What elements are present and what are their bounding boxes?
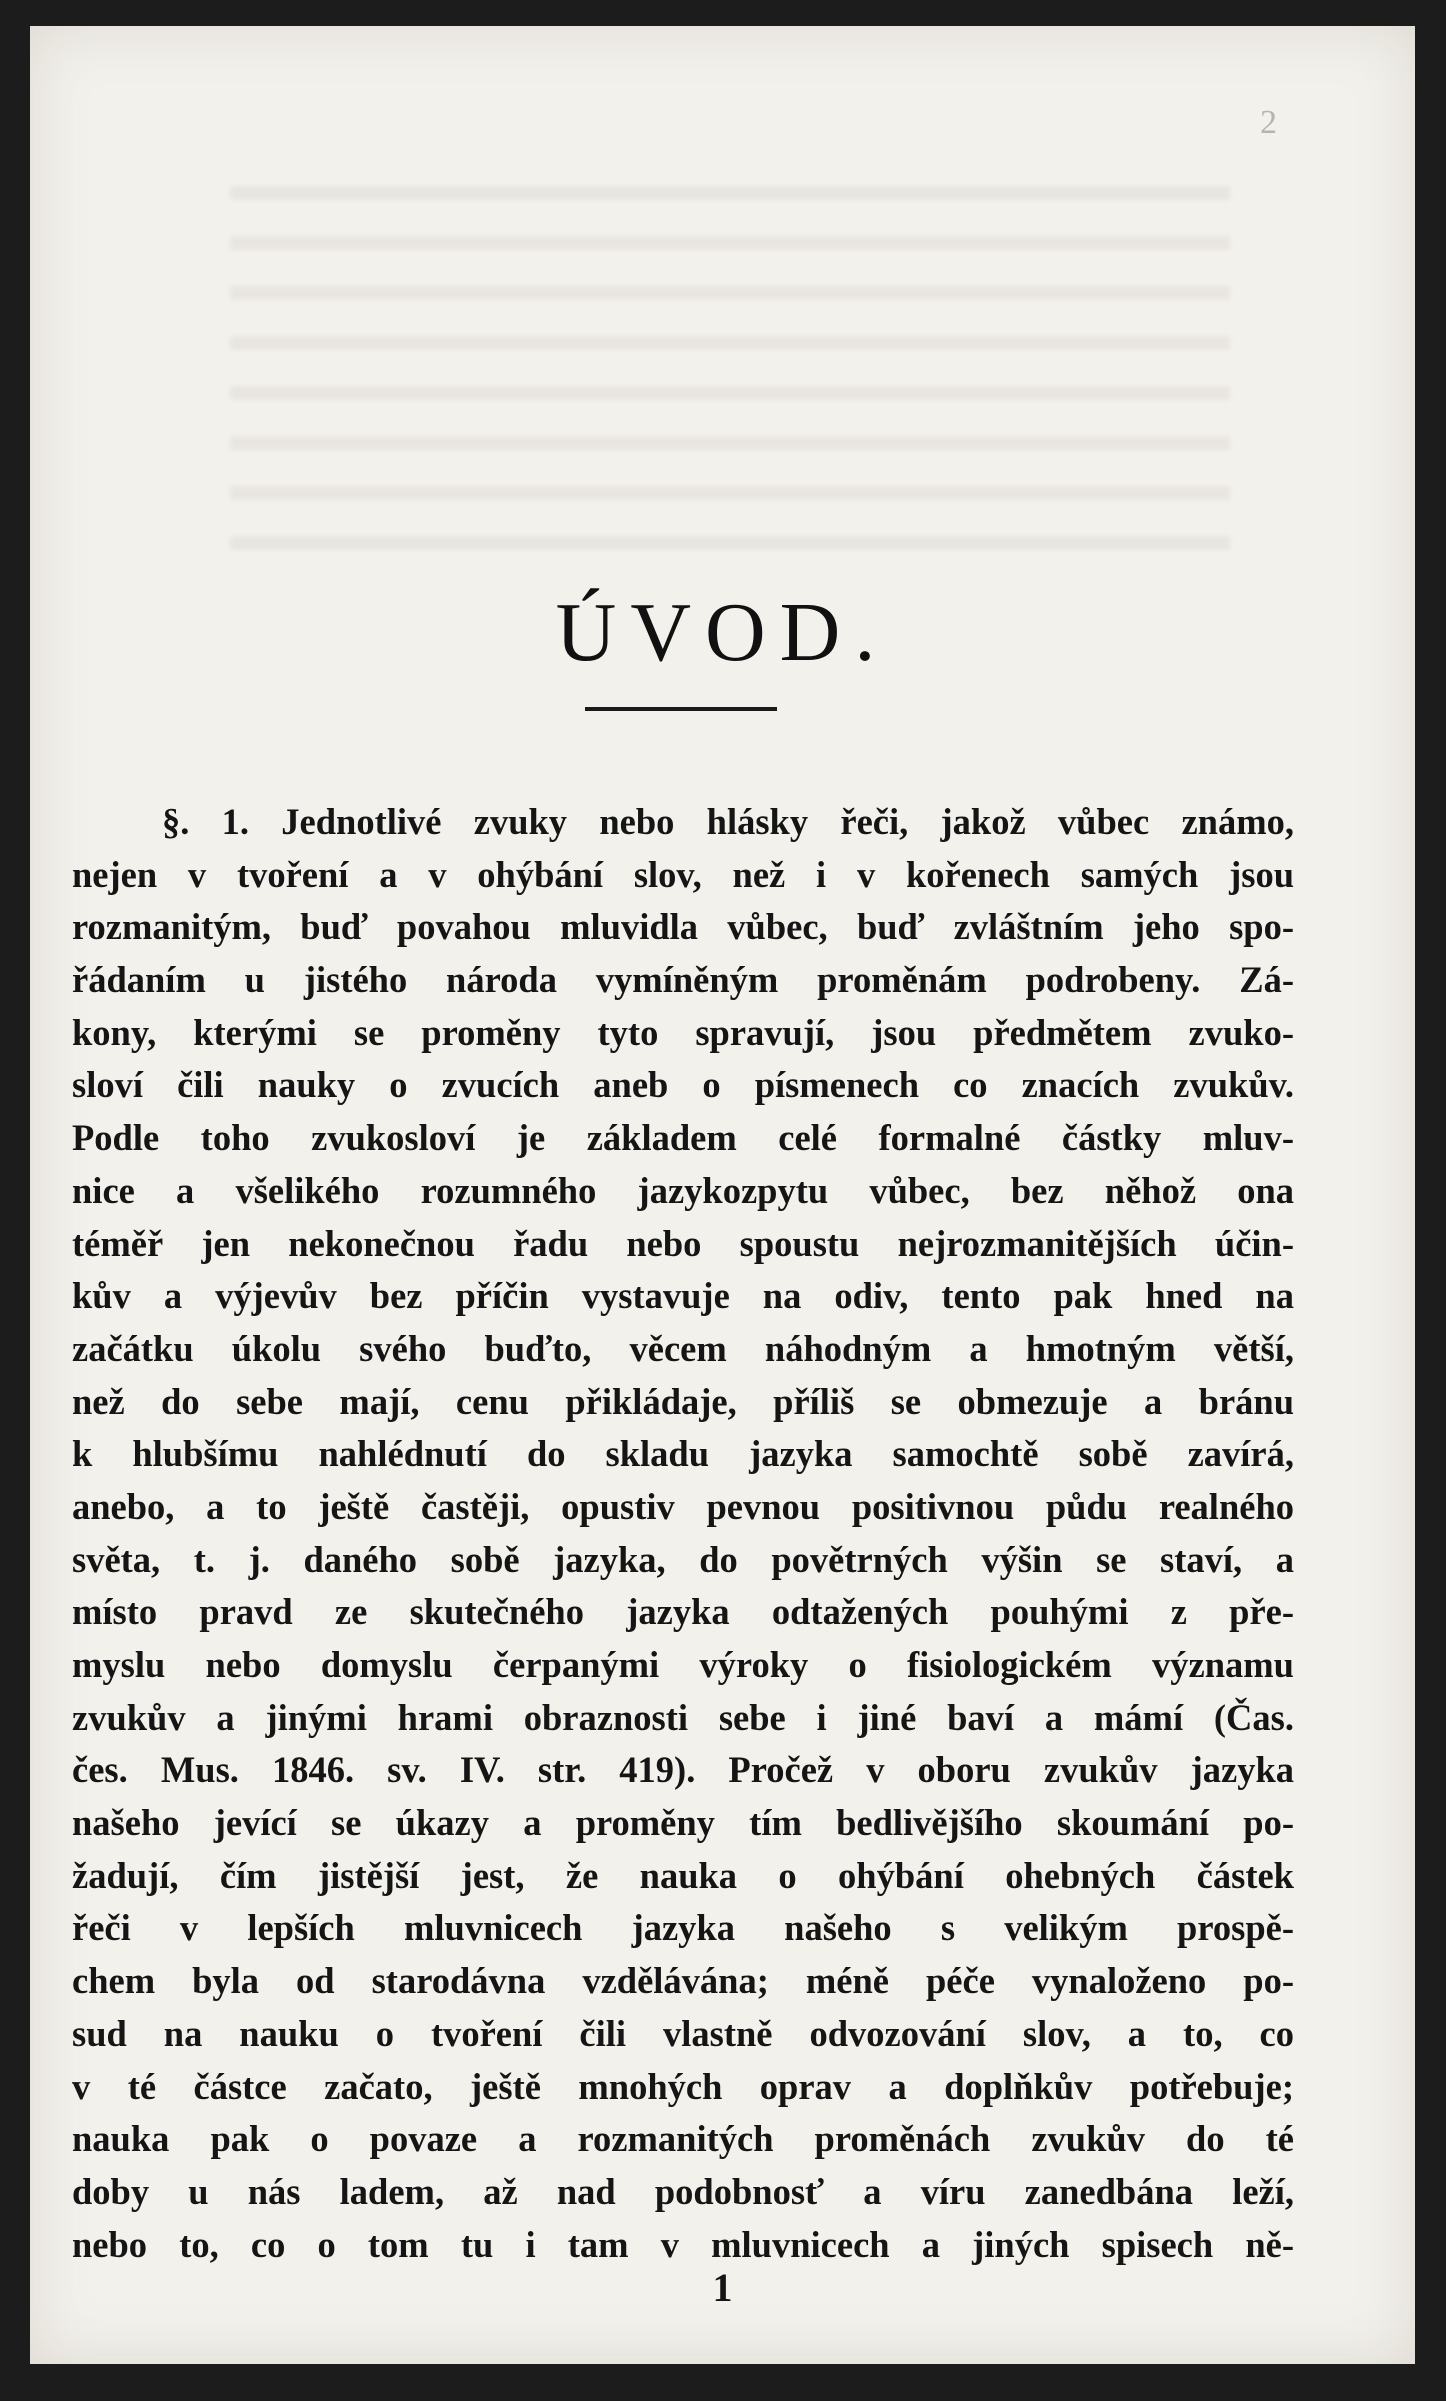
page-number: 1 [712, 2265, 733, 2310]
paragraph-line: anebo, a to ještě častěji, opustiv pevnou positivnou půdu realného [72, 1485, 1294, 1527]
paragraph-line: §. 1. Jednotlivé zvuky nebo hlásky řeči, jakož vůbec známo, [162, 801, 1294, 842]
paragraph-line: rozmanitým, buď povahou mluvidla vůbec, buď zvláštním jeho spo- [72, 906, 1294, 948]
paragraph-line: sloví čili nauky o zvucích aneb o písmenech co znacích zvukův. [72, 1064, 1294, 1106]
paragraph-line: sud na nauku o tvoření čili vlastně odvozování slov, a to, co [72, 2012, 1294, 2054]
paragraph-line: nice a všelikého rozumného jazykozpytu vůbec, bez něhož ona [72, 1169, 1294, 1211]
title-underline-rule [585, 707, 777, 711]
paragraph-line: chem byla od starodávna vzdělávána; méně péče vynaloženo po- [72, 1960, 1294, 2002]
paragraph-line: řeči v lepších mluvnicech jazyka našeho s velikým prospě- [72, 1907, 1294, 1949]
paragraph-line: k hlubšímu nahlédnutí do skladu jazyka samochtě sobě zavírá, [72, 1433, 1294, 1475]
paragraph-line: Podle toho zvukosloví je základem celé formalné částky mluv- [72, 1117, 1294, 1159]
paragraph-line: kův a výjevův bez příčin vystavuje na odiv, tento pak hned na [72, 1275, 1294, 1317]
paragraph-line: našeho jevící se úkazy a proměny tím bedlivějšího skoumání po- [72, 1802, 1294, 1844]
paragraph-line: čes. Mus. 1846. sv. IV. str. 419). Pročež v oboru zvukův jazyka [72, 1749, 1294, 1791]
page-title: ÚVOD. [555, 586, 890, 679]
paragraph-line: světa, t. j. daného sobě jazyka, do povětrných výšin se staví, a [72, 1538, 1294, 1580]
paragraph-line: v té částce začato, ještě mnohých oprav a doplňkův potřebuje; [72, 2065, 1294, 2107]
section-paragraph [72, 796, 1294, 2271]
bleed-through-texture [230, 186, 1230, 586]
paragraph-line: nebo to, co o tom tu i tam v mluvnicech a jiných spisech ně- [72, 2223, 1294, 2265]
paragraph-line: zvukův a jinými hrami obraznosti sebe i jiné baví a mámí (Čas. [72, 1696, 1294, 1738]
paragraph-line: kony, kterými se proměny tyto spravují, jsou předmětem zvuko- [72, 1011, 1294, 1053]
paragraph-line: než do sebe mají, cenu přikládaje, příliš se obmezuje a bránu [72, 1380, 1294, 1422]
paragraph-line: nejen v tvoření a v ohýbání slov, než i v kořenech samých jsou [72, 853, 1294, 895]
corner-page-mark: 2 [1260, 104, 1277, 141]
paragraph-line: myslu nebo domyslu čerpanými výroky o fisiologickém významu [72, 1644, 1294, 1685]
paragraph-line: řádaním u jistého národa vymíněným proměnám podrobeny. Zá- [72, 959, 1294, 1001]
paragraph-line: nauka pak o povaze a rozmanitých proměnách zvukův do té [72, 2118, 1294, 2160]
paragraph-line: začátku úkolu svého buďto, věcem náhodným a hmotným větší, [72, 1327, 1294, 1369]
paragraph-line: místo pravd ze skutečného jazyka odtažených pouhými z pře- [72, 1591, 1294, 1633]
book-page [30, 26, 1415, 2364]
paragraph-line: žadují, čím jistější jest, že nauka o ohýbání ohebných částek [72, 1854, 1294, 1896]
paragraph-line: doby u nás ladem, až nad podobnosť a víru zanedbána leží, [72, 2170, 1294, 2212]
paragraph-line: téměř jen nekonečnou řadu nebo spoustu nejrozmanitějších účin- [72, 1222, 1294, 1264]
